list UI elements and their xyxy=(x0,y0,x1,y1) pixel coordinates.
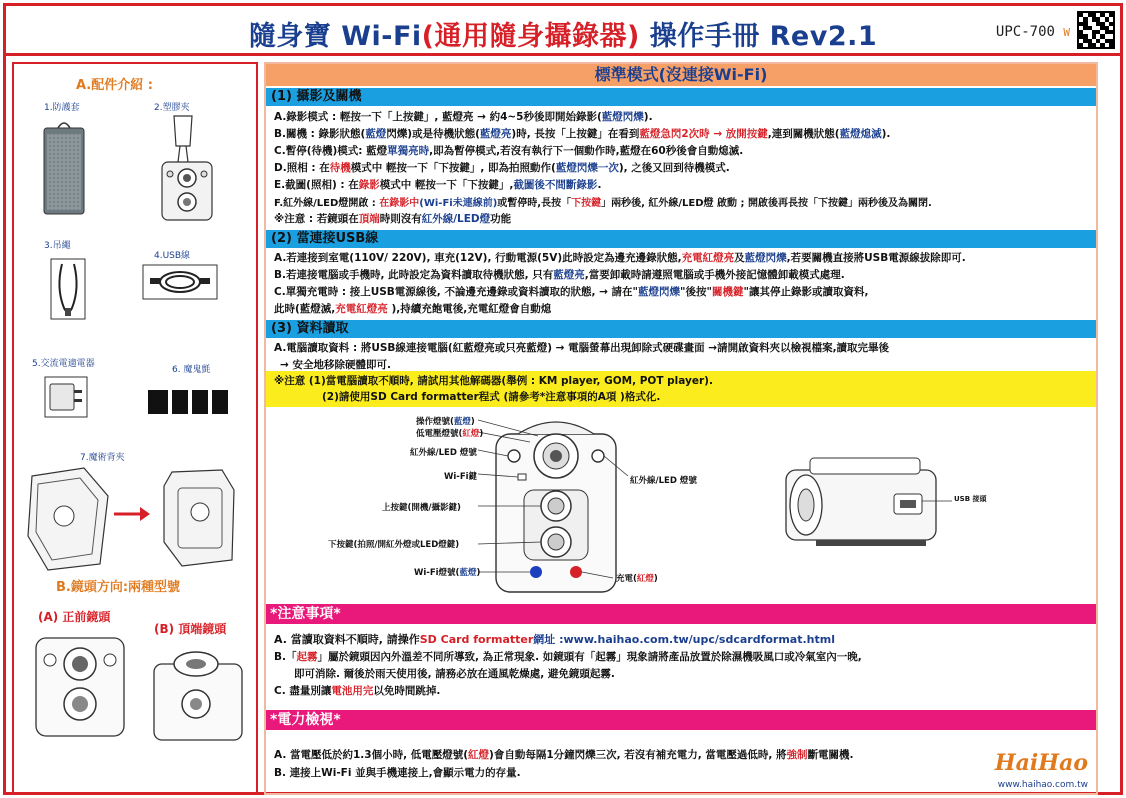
sec1-line-e: E.截圖(照相) : 在錄影模式中 輕按一下「下按鍵」,截圖後不間斷錄影. xyxy=(274,179,602,191)
back-clip-closed-icon xyxy=(152,466,242,572)
camera-front-diagram xyxy=(478,414,678,594)
sec2-line-b: B.若連接電腦或手機時, 此時設定為資料讀取待機狀態, 只有藍燈亮,當要卸載時請遵照電腦或手機外接記憶體卸載模式處理. xyxy=(274,269,845,281)
logo-hao: Hao xyxy=(1038,750,1088,776)
sec2-line-c: C.單獨充電時 : 接上USB電源線後, 不論邊充邊錄或資料讀取的狀態, → 請在"藍燈閃爍"後按"關機鍵"讓其停止錄影或讀取資料, xyxy=(274,286,869,298)
website-url: www.haihao.com.tw xyxy=(997,780,1088,790)
sec1-note: ※注意 : 若鏡頭在頂端時則沒有紅外線/LED燈功能 xyxy=(274,213,512,225)
usb-pointer-line xyxy=(922,498,952,504)
sec1-line-f: F.紅外線/LED燈開啟 : 在錄影中(Wi-Fi未連線前)或暫停時,長按「下按鍵」兩秒後, 紅外線/LED燈 啟動 ; 開啟後再長按「下按鍵」兩秒後及為關閉. xyxy=(274,198,932,209)
qr-code-icon xyxy=(1077,11,1115,49)
lens-front-label: (A) 正前鏡頭 xyxy=(38,610,111,624)
label-charge-light: 充電(紅燈) xyxy=(616,574,658,584)
notes-line-c: C. 盡量別讓電池用完以免時間跳掉. xyxy=(274,685,441,697)
accessory-label-cover: 1.防護套 xyxy=(44,103,80,113)
haihao-logo xyxy=(995,750,1088,776)
header xyxy=(6,6,1120,56)
sec1-line-c: C.暫停(待機)模式: 藍燈單獨亮時,即為暫停模式,若沒有執行下一個動作時,藍燈在60秒後會自動熄滅. xyxy=(274,145,744,157)
manual-page xyxy=(3,3,1123,795)
notes-line-a: A. 當讀取資料不順時, 請操作SD Card formatter網址 :www.haihao.com.tw/upc/sdcardformat.html xyxy=(274,633,835,646)
sec2-line-c2: 此時(藍燈滅,充電紅燈亮 ),持續充飽電後,充電紅燈會自動熄 xyxy=(274,303,552,315)
back-clip-open-icon xyxy=(24,466,114,572)
model-suffix: W xyxy=(1063,26,1070,39)
accessory-label-velcro: 6. 魔鬼氈 xyxy=(172,365,211,375)
sec2-line-a: A.若連接到室電(110V/ 220V), 車充(12V), 行動電源(5V)此時設定為邊充邊錄狀態,充電紅燈亮及藍燈閃爍,若要關機直接將USB電源線拔除即可. xyxy=(274,252,966,264)
lanyard-icon xyxy=(50,258,86,320)
accessory-label-usb: 4.USB線 xyxy=(154,251,191,261)
label-down-key: 下按鍵(拍照/開紅外燈或LED燈鍵) xyxy=(328,540,460,550)
sec3-note-1: ※注意 (1)當電腦讀取不順時, 請試用其他解碼器(舉例 : KM player, GOM, POT player). xyxy=(274,375,713,387)
front-lens-camera-icon xyxy=(28,632,132,742)
sec1-line-d: D.照相 : 在待機模式中 輕按一下「下按鍵」, 即為拍照動作(藍燈閃爍一次), 之後又回到待機模式. xyxy=(274,162,730,174)
velcro-icon xyxy=(146,388,230,416)
label-ir-led-right: 紅外線/LED 燈號 xyxy=(630,476,697,486)
notes-line-b2: 即可消除. 爾後於雨天使用後, 請務必放在通風乾燥處, 避免鏡頭起霧. xyxy=(294,668,615,680)
page-title xyxy=(6,14,1120,53)
model-text: UPC-700 xyxy=(995,24,1055,40)
sec1-line-b: B.關機 : 錄影狀態(藍燈閃爍)或是待機狀態(藍燈亮)時, 長按「上按鍵」在看到藍燈急閃2次時 → 放開按鍵,連到關機狀態(藍燈熄滅). xyxy=(274,128,891,140)
protective-cover-icon xyxy=(40,120,88,216)
title-subtitle: (通用隨身攝錄器) xyxy=(421,21,640,52)
label-operation-light: 操作燈號(藍燈) xyxy=(416,417,475,427)
sec3-line-a: A.電腦讀取資料 : 將USB線連接電腦(紅藍燈亮或只亮藍燈) → 電腦螢幕出現卸除式硬碟畫面 →請開啟資料夾以檢視檔案,讀取完畢後 xyxy=(274,342,890,354)
section-data-read: (3) 資料讀取 xyxy=(266,320,1096,338)
title-brand: 隨身寶 Wi-Fi xyxy=(248,21,422,52)
top-lens-camera-icon xyxy=(146,644,250,744)
model-number xyxy=(996,24,1070,40)
sec3-note-2: (2)請使用SD Card formatter程式 (請參考*注意事項的A項 )格式化. xyxy=(322,391,661,403)
accessories-title: A.配件介紹 : xyxy=(76,78,153,93)
logo-hai: Hai xyxy=(994,750,1039,776)
accessories-panel xyxy=(12,62,258,795)
power-title: *電力檢視* xyxy=(266,710,1096,730)
label-usb-port: USB 接頭 xyxy=(954,495,987,503)
section-record-shutdown: (1) 攝影及關機 xyxy=(266,88,1096,106)
sec1-line-a: A.錄影模式 : 輕按一下「上按鍵」, 藍燈亮 → 約4~5秒後即開始錄影(藍燈閃爍). xyxy=(274,111,653,123)
plastic-clip-camera-icon xyxy=(154,112,224,222)
accessory-label-back-clip: 7.魔術背夾 xyxy=(80,453,125,463)
section-usb: (2) 當連接USB線 xyxy=(266,230,1096,248)
notes-title: *注意事項* xyxy=(266,604,1096,624)
label-low-voltage-light: 低電壓燈號(紅燈) xyxy=(416,429,484,439)
sec3-line-a2: → 安全地移除硬體即可. xyxy=(280,359,391,371)
lens-top-label: (B) 頂端鏡頭 xyxy=(154,622,227,636)
label-up-key: 上按鍵(開機/攝影鍵) xyxy=(382,503,461,513)
power-line-b: B. 連接上Wi-Fi 並與手機連接上,會顯示電力的存量. xyxy=(274,767,521,779)
label-ir-led-left: 紅外線/LED 燈號 xyxy=(410,448,477,458)
label-wifi-light: Wi-Fi燈號(藍燈) xyxy=(414,568,481,578)
arrow-right-icon xyxy=(112,504,152,524)
instructions-panel xyxy=(264,62,1098,795)
usb-cable-icon xyxy=(142,264,218,300)
ac-adapter-icon xyxy=(44,376,88,418)
lens-direction-title: B.鏡頭方向:兩種型號 xyxy=(56,580,181,595)
standard-mode-title: 標準模式(沒連接Wi-Fi) xyxy=(266,64,1096,86)
title-rev: 操作手冊 Rev2.1 xyxy=(639,21,878,52)
label-wifi-key: Wi-Fi鍵 xyxy=(444,472,478,482)
power-line-a: A. 當電壓低於約1.3個小時, 低電壓燈號(紅燈)會自動每隔1分鐘閃爍三次, 若沒有補充電力, 當電壓過低時, 將強制斷電關機. xyxy=(274,749,854,761)
accessory-label-lanyard: 3.吊繩 xyxy=(44,241,71,251)
accessory-label-clip: 2.塑膠夾 xyxy=(154,103,190,113)
accessory-label-adapter: 5.交流電適電器 xyxy=(32,359,95,369)
notes-line-b: B.「起霧」屬於鏡頭因內外溫差不同所導致, 為正常現象. 如鏡頭有「起霧」現象請將產品放置於除濕機吸風口或冷氣室內一晚, xyxy=(274,651,862,663)
